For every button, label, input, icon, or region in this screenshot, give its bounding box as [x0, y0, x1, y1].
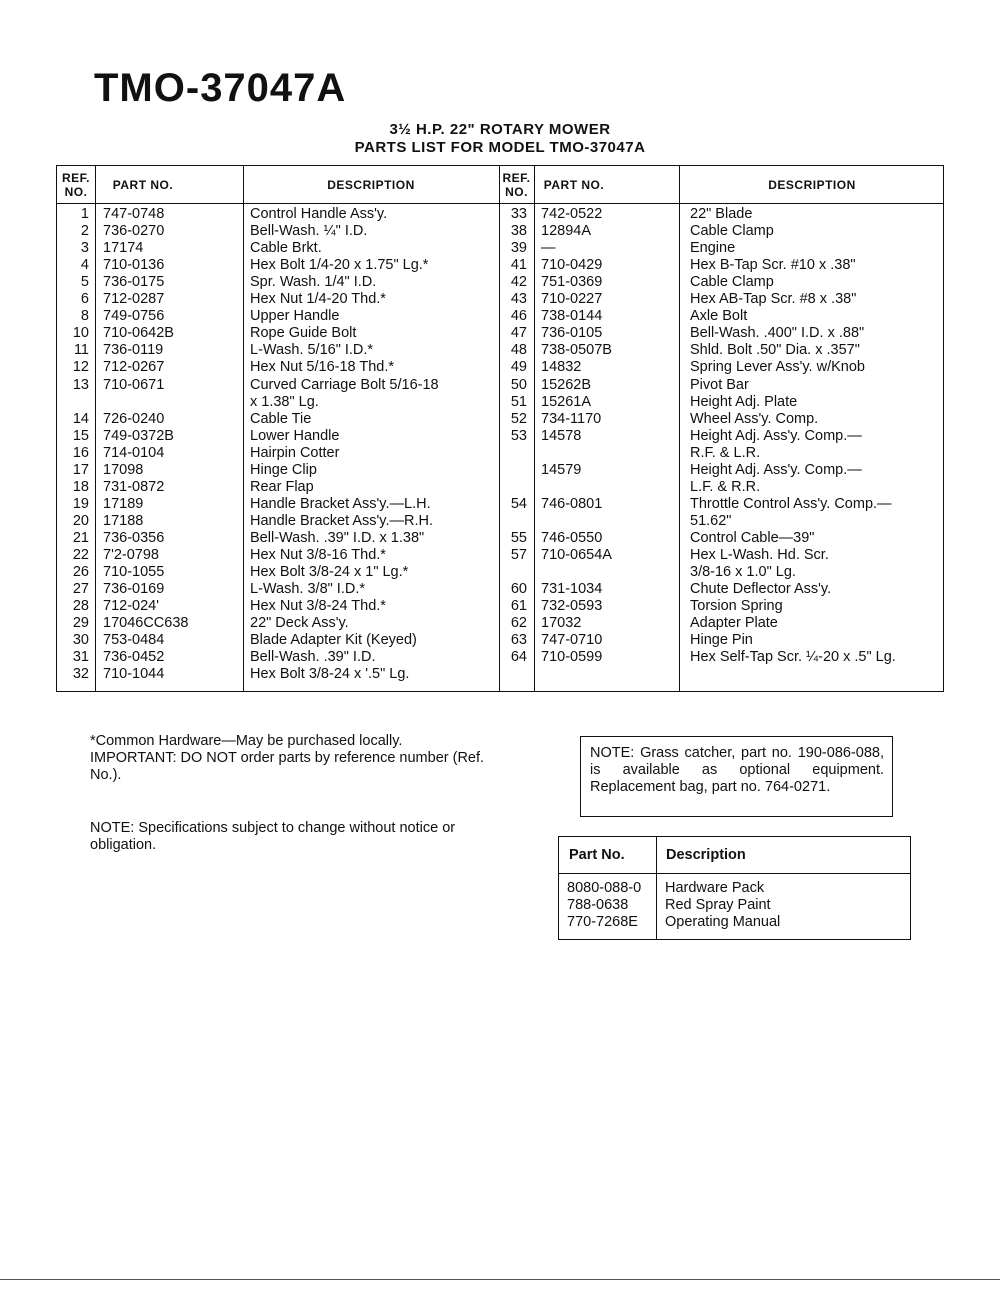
header-part-right: PART NO. — [543, 178, 605, 192]
part-number: 746-0550 — [541, 529, 603, 546]
table-row — [57, 428, 943, 445]
ref-number: 41 — [510, 257, 527, 274]
part-description: R.F. & L.R. — [690, 444, 761, 461]
table-row — [57, 479, 943, 496]
part-number: 15261A — [541, 393, 591, 410]
ref-number: 47 — [510, 325, 527, 342]
table-row — [57, 445, 943, 462]
ref-number: 54 — [510, 495, 527, 512]
part-number: 712-0267 — [103, 359, 165, 376]
part-number: 732-0593 — [541, 598, 603, 615]
part-description: Axle Bolt — [690, 308, 748, 325]
ref-number: 46 — [510, 308, 527, 325]
part-number: 736-0356 — [103, 529, 165, 546]
part-number: 17032 — [541, 615, 582, 632]
ref-number: 60 — [510, 581, 527, 598]
ref-number: 32 — [72, 666, 89, 683]
part-description: Shld. Bolt .50" Dia. x .357" — [690, 342, 860, 359]
part-description: Bell-Wash. .39" I.D. x 1.38" — [250, 529, 425, 546]
header-divider — [57, 203, 943, 204]
ref-number: 53 — [510, 427, 527, 444]
part-description: Rope Guide Bolt — [250, 325, 357, 342]
ref-number: 30 — [72, 632, 89, 649]
part-number: 788-0638 — [567, 897, 629, 913]
ref-number: 43 — [510, 291, 527, 308]
part-description: Hairpin Cotter — [250, 444, 340, 461]
header-ref-left: REF. NO. — [61, 171, 90, 199]
ref-number: 16 — [72, 444, 89, 461]
part-number: 17046CC638 — [103, 615, 189, 632]
part-number: 14578 — [541, 427, 582, 444]
ref-number: 33 — [510, 206, 527, 222]
table-row — [57, 359, 943, 376]
part-number: 14832 — [541, 359, 582, 376]
part-description: Hex Self-Tap Scr. ¼-20 x .5" Lg. — [690, 649, 896, 666]
part-description: x 1.38" Lg. — [250, 393, 319, 410]
ref-number: 5 — [80, 274, 89, 291]
ref-number: 10 — [72, 325, 89, 342]
ref-number: 38 — [510, 223, 527, 240]
ref-number: 8 — [80, 308, 89, 325]
grass-catcher-note: NOTE: Grass catcher, part no. 190-086-088, is available as optional equipment. Replacement bag, part no. 764-0271. — [580, 736, 893, 817]
part-number: 712-024' — [103, 598, 159, 615]
ref-number: 55 — [510, 529, 527, 546]
table-row — [559, 914, 910, 931]
part-number: 747-0748 — [103, 206, 165, 222]
part-number: 17189 — [103, 495, 144, 512]
part-description: Rear Flap — [250, 478, 314, 495]
part-number: 736-0169 — [103, 581, 165, 598]
page-bottom-rule — [0, 1279, 1000, 1280]
part-description: Hex L-Wash. Hd. Scr. — [690, 547, 829, 563]
table-row — [57, 308, 943, 325]
table-row — [57, 581, 943, 598]
part-description: Hex Bolt 3/8-24 x '.5" Lg. — [250, 666, 410, 683]
table-row — [57, 632, 943, 649]
part-description: Upper Handle — [250, 308, 340, 325]
table-row — [559, 897, 910, 914]
ref-number: 3 — [80, 240, 89, 257]
part-number: 710-0671 — [103, 376, 165, 393]
ref-number: 19 — [72, 495, 89, 512]
part-number: 736-0270 — [103, 223, 165, 240]
table-row — [57, 394, 943, 411]
part-number: 742-0522 — [541, 206, 603, 222]
part-number: 710-0654A — [541, 547, 612, 563]
part-number: 738-0144 — [541, 308, 603, 325]
part-description: Hinge Clip — [250, 461, 317, 478]
part-number: 17188 — [103, 512, 144, 529]
ref-number: 15 — [72, 427, 89, 444]
part-number: 736-0175 — [103, 274, 165, 291]
part-description: Hex AB-Tap Scr. #8 x .38" — [690, 291, 857, 308]
ref-number: 6 — [80, 291, 89, 308]
ref-number: 49 — [510, 359, 527, 376]
part-description: Blade Adapter Kit (Keyed) — [250, 632, 417, 649]
table-row — [57, 223, 943, 240]
table-row — [57, 598, 943, 615]
part-number: 17098 — [103, 461, 144, 478]
part-description: Cable Brkt. — [250, 240, 322, 257]
ref-number: 50 — [510, 376, 527, 393]
table-row — [57, 240, 943, 257]
part-number: 738-0507B — [541, 342, 612, 359]
part-number: 15262B — [541, 376, 591, 393]
part-number: 749-0372B — [103, 427, 174, 444]
part-description: Operating Manual — [665, 914, 781, 930]
part-description: Hex Bolt 1/4-20 x 1.75" Lg.* — [250, 257, 429, 274]
part-description: Bell-Wash. ¼" I.D. — [250, 223, 368, 240]
ref-number: 52 — [510, 410, 527, 427]
part-number: 753-0484 — [103, 632, 165, 649]
part-description: L-Wash. 5/16" I.D.* — [250, 342, 374, 359]
header-part-left: PART NO. — [112, 178, 174, 192]
part-description: Hex Nut 5/16-18 Thd.* — [250, 359, 395, 376]
ref-number: 31 — [72, 649, 89, 666]
part-description: Throttle Control Ass'y. Comp.— — [690, 495, 892, 512]
ref-number: 39 — [510, 240, 527, 257]
part-description: Cable Tie — [250, 410, 312, 427]
subtitle-parts-list: PARTS LIST FOR MODEL TMO-37047A — [354, 139, 646, 156]
part-description: Height Adj. Ass'y. Comp.— — [690, 461, 862, 478]
part-description: Control Handle Ass'y. — [250, 206, 388, 222]
part-description: Curved Carriage Bolt 5/16-18 — [250, 376, 439, 393]
part-description: Control Cable—39" — [690, 529, 815, 546]
ref-number: 62 — [510, 615, 527, 632]
ref-number: 51 — [510, 393, 527, 410]
part-description: Bell-Wash. .400" I.D. x .88" — [690, 325, 865, 342]
part-number: 734-1170 — [541, 410, 602, 427]
ref-number: 29 — [72, 615, 89, 632]
part-description: Height Adj. Ass'y. Comp.— — [690, 427, 862, 444]
part-description: Torsion Spring — [690, 598, 783, 615]
part-number: 770-7268E — [567, 914, 638, 930]
header-ref-right: REF. NO. — [502, 171, 531, 199]
header-description-right: DESCRIPTION — [768, 178, 856, 192]
part-description: Spr. Wash. 1/4" I.D. — [250, 274, 377, 291]
parts-table — [56, 165, 944, 692]
model-title: TMO-37047A — [94, 66, 347, 110]
part-description: Hex B-Tap Scr. #10 x .38" — [690, 257, 856, 274]
part-number: — — [541, 240, 556, 257]
part-description: 3/8-16 x 1.0" Lg. — [690, 564, 796, 581]
part-description: 22" Blade — [690, 206, 753, 222]
part-description: L-Wash. 3/8" I.D.* — [250, 581, 366, 598]
header-divider — [559, 873, 910, 874]
part-description: Height Adj. Plate — [690, 393, 798, 410]
table-row — [57, 291, 943, 308]
ref-number: 1 — [80, 206, 89, 222]
ref-number: 61 — [510, 598, 527, 615]
part-description: Hex Nut 3/8-24 Thd.* — [250, 598, 386, 615]
part-description: 22" Deck Ass'y. — [250, 615, 349, 632]
subtitle-mower: 3½ H.P. 22" ROTARY MOWER — [389, 121, 611, 138]
ref-number: 22 — [72, 547, 89, 563]
ref-number: 28 — [72, 598, 89, 615]
part-number: 14579 — [541, 461, 582, 478]
part-description: Wheel Ass'y. Comp. — [690, 410, 819, 427]
table-row — [57, 530, 943, 547]
part-number: 746-0801 — [541, 495, 603, 512]
part-number: 8080-088-0 — [567, 880, 642, 896]
common-hardware-note: *Common Hardware—May be purchased locally. — [90, 733, 403, 749]
ref-number: 27 — [72, 581, 89, 598]
part-description: Handle Bracket Ass'y.—L.H. — [250, 495, 431, 512]
part-number: 710-0227 — [541, 291, 603, 308]
table-row — [559, 880, 910, 897]
ref-number: 2 — [80, 223, 89, 240]
table-row — [57, 564, 943, 581]
table-row — [57, 615, 943, 632]
header-part-no: Part No. — [569, 847, 625, 863]
part-number: 710-0429 — [541, 257, 603, 274]
part-number: 7'2-0798 — [103, 547, 159, 563]
ref-number: 21 — [72, 529, 89, 546]
ref-number: 4 — [80, 257, 89, 274]
ref-number: 17 — [72, 461, 89, 478]
table-row — [57, 513, 943, 530]
table-row — [57, 462, 943, 479]
table-row — [57, 411, 943, 428]
part-number: 731-1034 — [541, 581, 603, 598]
table-row — [57, 666, 943, 683]
hardware-notes — [90, 733, 490, 784]
header-description: Description — [666, 847, 746, 863]
part-description: Hardware Pack — [665, 880, 765, 896]
part-number: 736-0119 — [103, 342, 164, 359]
ref-number: 63 — [510, 632, 527, 649]
part-description: Cable Clamp — [690, 223, 774, 240]
table-row — [57, 496, 943, 513]
ref-number: 14 — [72, 410, 89, 427]
part-description: Cable Clamp — [690, 274, 774, 291]
part-number: 751-0369 — [541, 274, 603, 291]
part-number: 731-0872 — [103, 478, 165, 495]
part-description: Bell-Wash. .39" I.D. — [250, 649, 376, 666]
part-description: Handle Bracket Ass'y.—R.H. — [250, 512, 434, 529]
part-description: 51.62" — [690, 512, 732, 529]
table-row — [57, 325, 943, 342]
table-row — [57, 547, 943, 564]
part-number: 736-0105 — [541, 325, 603, 342]
ref-number: 20 — [72, 512, 89, 529]
part-number: 749-0756 — [103, 308, 165, 325]
part-description: Spring Lever Ass'y. w/Knob — [690, 359, 865, 376]
header-description-left: DESCRIPTION — [327, 178, 415, 192]
ref-number: 26 — [72, 564, 89, 581]
table-row — [57, 342, 943, 359]
part-number: 712-0287 — [103, 291, 165, 308]
extra-parts-table — [558, 836, 911, 940]
part-number: 710-1044 — [103, 666, 165, 683]
part-description: Adapter Plate — [690, 615, 778, 632]
part-number: 710-0642B — [103, 325, 174, 342]
table-row — [57, 649, 943, 666]
part-number: 710-0599 — [541, 649, 603, 666]
part-number: 714-0104 — [103, 444, 165, 461]
part-number: 17174 — [103, 240, 144, 257]
table-row — [57, 274, 943, 291]
part-number: 726-0240 — [103, 410, 165, 427]
part-description: Lower Handle — [250, 427, 340, 444]
table-row — [57, 257, 943, 274]
table-row — [57, 377, 943, 394]
ref-number: 18 — [72, 478, 89, 495]
ref-number: 64 — [510, 649, 527, 666]
ref-number: 13 — [72, 376, 89, 393]
part-description: L.F. & R.R. — [690, 478, 761, 495]
part-description: Chute Deflector Ass'y. — [690, 581, 832, 598]
part-number: 710-0136 — [103, 257, 165, 274]
ref-number: 42 — [510, 274, 527, 291]
part-description: Hex Nut 1/4-20 Thd.* — [250, 291, 386, 308]
part-number: 12894A — [541, 223, 591, 240]
ref-number: 48 — [510, 342, 527, 359]
part-description: Engine — [690, 240, 736, 257]
important-note: IMPORTANT: DO NOT order parts by reference number (Ref. No.). — [90, 750, 485, 783]
ref-number: 11 — [73, 342, 89, 359]
spec-note: NOTE: Specifications subject to change without notice or obligation. — [90, 820, 456, 853]
ref-number: 12 — [72, 359, 89, 376]
part-description: Pivot Bar — [690, 376, 749, 393]
part-number: 747-0710 — [541, 632, 603, 649]
ref-number: 57 — [510, 547, 527, 563]
part-description: Hex Bolt 3/8-24 x 1" Lg.* — [250, 564, 409, 581]
part-number: 710-1055 — [103, 564, 165, 581]
table-row — [57, 206, 943, 223]
part-description: Hex Nut 3/8-16 Thd.* — [250, 547, 386, 563]
part-description: Hinge Pin — [690, 632, 753, 649]
part-number: 736-0452 — [103, 649, 165, 666]
part-description: Red Spray Paint — [665, 897, 771, 913]
